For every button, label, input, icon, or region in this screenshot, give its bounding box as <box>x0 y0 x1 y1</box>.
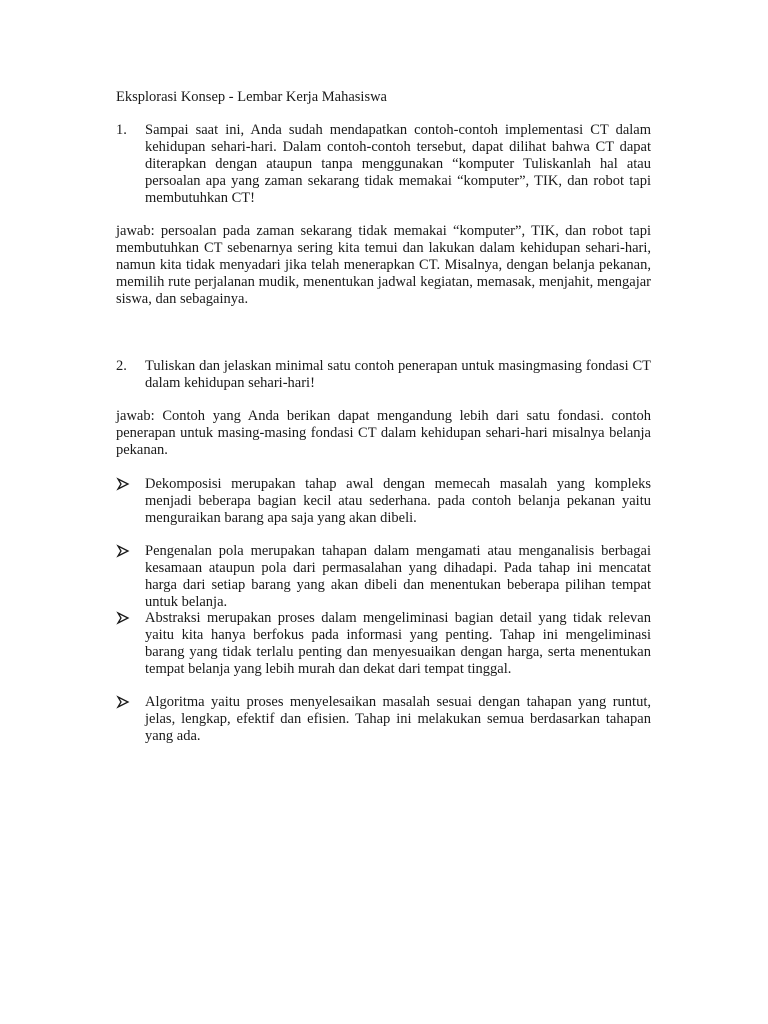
question-1-text: Sampai saat ini, Anda sudah mendapatkan contoh-contoh implementasi CT dalam kehidupan sehari-hari. Dalam contoh-contoh tersebut, dapat dilihat bahwa CT dapat diterapkan dengan ataupun tanpa menggunakan “komputer Tuliskanlah hal atau persoalan apa yang zaman sekarang tidak memakai “komputer”, TIK, dan robot tapi membutuhkan CT! <box>145 122 651 206</box>
bullet-item-dekomposisi <box>116 476 651 527</box>
answer-1: jawab: persoalan pada zaman sekarang tidak memakai “komputer”, TIK, dan robot tapi membutuhkan CT sebenarnya sering kita temui dan lakukan dalam kehidupan sehari-hari, namun kita tidak menyadari jika telah menerapkan CT. Misalnya, dengan belanja pekanan, memilih rute perjalanan mudik, menentukan jadwal kegiatan, memasak, menjahit, mengajar siswa, dan sebagainya. <box>116 223 651 307</box>
arrow-bullet-icon <box>116 544 130 558</box>
question-1-number: 1. <box>116 122 127 138</box>
arrow-bullet-icon <box>116 477 130 491</box>
answer-2: jawab: Contoh yang Anda berikan dapat mengandung lebih dari satu fondasi. contoh penerapan untuk masing-masing fondasi CT dalam kehidupan sehari-hari misalnya belanja pekanan. <box>116 408 651 458</box>
document-title: Eksplorasi Konsep - Lembar Kerja Mahasiswa <box>116 89 387 105</box>
bullet-text: Algoritma yaitu proses menyelesaikan masalah sesuai dengan tahapan yang runtut, jelas, lengkap, efektif dan efisien. Tahap ini melakukan semua berdasarkan tahapan yang ada. <box>145 694 651 744</box>
question-2-text: Tuliskan dan jelaskan minimal satu contoh penerapan untuk masingmasing fondasi CT dalam kehidupan sehari-hari! <box>145 358 651 391</box>
bullet-text: Pengenalan pola merupakan tahapan dalam mengamati atau menganalisis berbagai kesamaan ataupun pola dari permasalahan yang dihadapi. Pada tahap ini mencatat harga dari setiap barang yang akan dibeli dan menentukan beberapa pilihan tempat untuk belanja. <box>145 543 651 610</box>
bullet-item-pengenalan-pola <box>116 543 651 611</box>
bullet-text: Dekomposisi merupakan tahap awal dengan memecah masalah yang kompleks menjadi beberapa bagian kecil atau sederhana. pada contoh belanja pekanan yaitu menguraikan barang apa saja yang akan dibeli. <box>145 476 651 526</box>
question-2 <box>116 358 651 392</box>
bullet-item-abstraksi <box>116 610 651 678</box>
question-1 <box>116 122 651 207</box>
arrow-bullet-icon <box>116 695 130 709</box>
bullet-item-algoritma <box>116 694 651 745</box>
bullet-text: Abstraksi merupakan proses dalam mengeliminasi bagian detail yang tidak relevan yaitu kita hanya berfokus pada informasi yang penting. Tahap ini mengeliminasi barang yang tidak terlalu penting dan menyesuaikan dengan harga, serta menentukan tempat belanja yang lebih murah dan dekat dari tempat tinggal. <box>145 610 651 677</box>
question-2-number: 2. <box>116 358 127 374</box>
arrow-bullet-icon <box>116 611 130 625</box>
